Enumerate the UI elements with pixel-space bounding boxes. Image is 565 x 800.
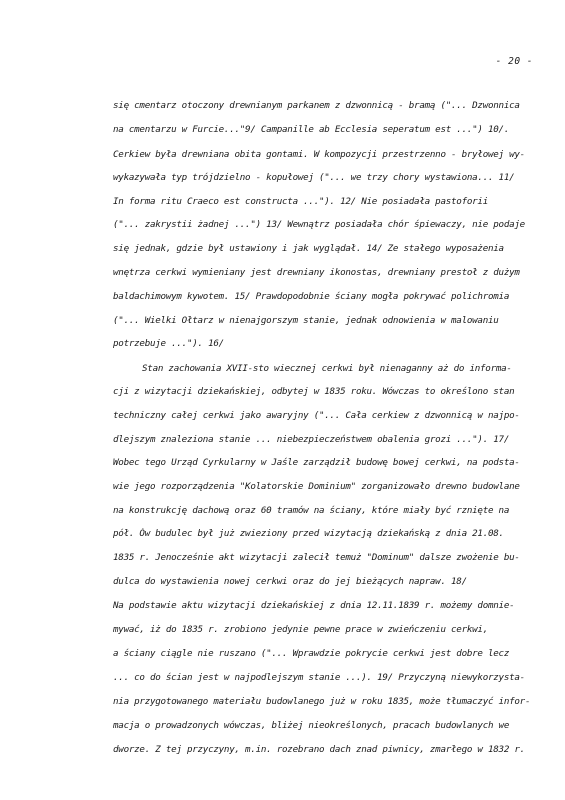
text-line: Na podstawie aktu wizytacji dziekańskiej z dnia 12.11.1839 r. możemy domnie- — [113, 600, 515, 611]
text-line: na cmentarzu w Furcie..."9/ Campanille ab Ecclesia seperatum est ...") 10/. — [113, 124, 510, 135]
text-line: macja o prowadzonych wówczas, bliżej nieokreślonych, pracach budowlanych we — [113, 720, 510, 731]
page-number: - 20 - — [495, 56, 533, 67]
text-line: ("... Wielki Ołtarz w nienajgorszym stanie, jednak odnowienia w malowaniu — [113, 315, 499, 326]
text-line: Cerkiew była drewniana obita gontami. W kompozycji przestrzenno - bryłowej wy- — [113, 149, 525, 160]
text-line: wie jego rozporządzenia "Kolatorskie Dominium" zorganizowało drewno budowlane — [113, 481, 520, 492]
text-line: się jednak, gdzie był ustawiony i jak wyglądał. 14/ Ze stałego wyposażenia — [113, 243, 504, 254]
text-line: mywać, iż do 1835 r. zrobiono jedynie pewne prace w zwieńczeniu cerkwi, — [113, 624, 488, 635]
text-line: 1835 r. Jenocześnie akt wizytacji zalecił temuż "Dominum" dalsze zwożenie bu- — [113, 552, 520, 563]
text-line: baldachimowym kywotem. 15/ Prawdopodobnie ściany mogła pokrywać polichromia — [113, 291, 510, 302]
text-line: dworze. Z tej przyczyny, m.in. rozebrano dach znad piwnicy, zmarłego w 1832 r. — [113, 744, 525, 755]
text-line: cji z wizytacji dziekańskiej, odbytej w 1835 roku. Wówczas to określono stan — [113, 386, 515, 397]
text-line: a ściany ciągle nie ruszano ("... Wprawdzie pokrycie cerkwi jest dobre lecz — [113, 648, 510, 659]
text-line: In forma ritu Craeco est constructa ..."). 12/ Nie posiadała pastoforii — [113, 196, 488, 207]
text-line: Wobec tego Urząd Cyrkularny w Jaśle zarządził budowę bowej cerkwi, na podsta- — [113, 457, 520, 468]
text-line: pół. Ów budulec był już zwieziony przed wizytacją dziekańską z dnia 21.08. — [113, 528, 504, 539]
text-line: Stan zachowania XVII-sto wiecznej cerkwi był nienaganny aż do informa- — [142, 363, 512, 374]
text-line: dlejszym znaleziona stanie ... niebezpieczeństwem obalenia grozi ..."). 17/ — [113, 434, 510, 445]
text-line: ... co do ścian jest w najpodlejszym stanie ...). 19/ Przyczyną niewykorzysta- — [113, 672, 525, 683]
text-line: potrzebuje ..."). 16/ — [113, 338, 224, 349]
text-line: wnętrza cerkwi wymieniany jest drewniany ikonostas, drewniany prestoł z dużym — [113, 267, 520, 278]
text-line: wykazywała typ trójdzielno - kopułowej ("... we trzy chory wystawiona... 11/ — [113, 172, 515, 183]
text-line: dulca do wystawienia nowej cerkwi oraz do jej bieżących napraw. 18/ — [113, 576, 467, 587]
text-line: się cmentarz otoczony drewnianym parkanem z dzwonnicą - bramą ("... Dzwonnica — [113, 100, 520, 111]
text-line: na konstrukcję dachową oraz 60 tramów na ściany, które miały być rznięte na — [113, 505, 510, 516]
text-line: techniczny całej cerkwi jako awaryjny ("... Cała cerkiew z dzwonnicą w najpo- — [113, 410, 520, 421]
text-line: nia przygotowanego materiału budowlanego już w roku 1835, może tłumaczyć infor- — [113, 696, 531, 707]
text-line: ("... zakrystii żadnej ...") 13/ Wewnątrz posiadała chór śpiewaczy, nie podaje — [113, 219, 525, 230]
